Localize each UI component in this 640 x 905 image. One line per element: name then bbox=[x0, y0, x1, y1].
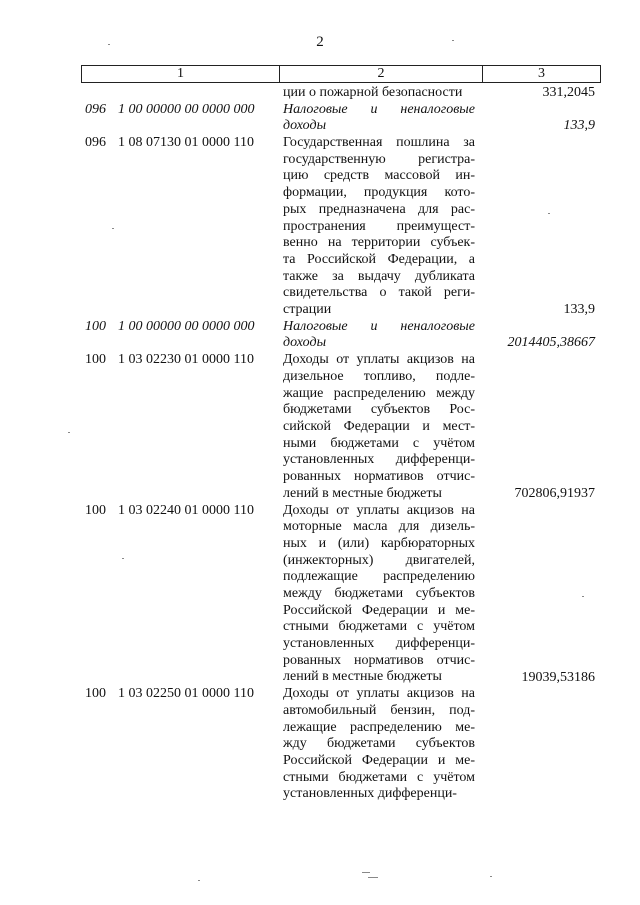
description-line: жащие распределению между bbox=[283, 385, 475, 401]
scan-speck bbox=[490, 876, 492, 877]
page-number: 2 bbox=[316, 34, 324, 50]
scan-speck bbox=[582, 596, 584, 597]
description-line: рых предназначена для рас- bbox=[283, 201, 475, 217]
scan-speck bbox=[122, 558, 124, 559]
description-line: установленных дифференци- bbox=[283, 452, 475, 468]
revenue-description bbox=[283, 686, 475, 803]
description-line: Российской Федерации и ме- bbox=[283, 752, 475, 768]
description-line: свидетельства о такой реги- bbox=[283, 285, 475, 301]
amount: 133,9 bbox=[563, 302, 595, 318]
revenue-code: 1 03 02250 01 0000 110 bbox=[118, 686, 254, 702]
revenue-description bbox=[283, 352, 475, 502]
amount: 702806,91937 bbox=[514, 485, 595, 501]
revenue-description bbox=[283, 135, 475, 319]
description-line: сийской Федерации и мест- bbox=[283, 418, 475, 434]
description-line: Государственная пошлина за bbox=[283, 135, 475, 151]
description-line: (инжекторных) двигателей, bbox=[283, 552, 475, 568]
table-row bbox=[0, 352, 640, 502]
amount: 2014405,38667 bbox=[507, 335, 595, 351]
description-line: Налоговые и неналоговые bbox=[283, 318, 475, 334]
table-row bbox=[0, 319, 640, 352]
description-line: Доходы от уплаты акцизов на bbox=[283, 352, 475, 368]
revenue-code: 1 08 07130 01 0000 110 bbox=[118, 135, 254, 151]
scan-speck bbox=[362, 872, 370, 873]
table-row bbox=[0, 102, 640, 135]
description-line: автомобильный бензин, под- bbox=[283, 702, 475, 718]
table-row bbox=[0, 85, 640, 102]
description-line: Доходы от уплаты акцизов на bbox=[283, 502, 475, 518]
revenue-code: 1 03 02230 01 0000 110 bbox=[118, 352, 254, 368]
description-line: Российской Федерации и ме- bbox=[283, 602, 475, 618]
description-line: рованных нормативов отчис- bbox=[283, 652, 475, 668]
revenue-code: 1 00 00000 00 0000 000 bbox=[118, 318, 255, 334]
description-line: стными бюджетами с учётом bbox=[283, 769, 475, 785]
description-line: та Российской Федерации, а bbox=[283, 251, 475, 267]
description-line: ных и (или) карбюраторных bbox=[283, 535, 475, 551]
table-row bbox=[0, 686, 640, 803]
header-col-1: 1 bbox=[82, 66, 280, 82]
header-col-2: 2 bbox=[280, 66, 483, 82]
revenue-code: 1 00 00000 00 0000 000 bbox=[118, 101, 255, 117]
scan-speck bbox=[548, 213, 550, 214]
admin-code: 100 bbox=[85, 352, 106, 368]
description-line: доходы bbox=[283, 335, 327, 351]
scan-speck bbox=[112, 228, 114, 229]
description-line: цию средств массовой ин- bbox=[283, 168, 475, 184]
admin-code: 100 bbox=[85, 318, 106, 334]
description-line: ции о пожарной безопасности bbox=[283, 85, 463, 100]
scan-speck bbox=[198, 880, 200, 881]
revenue-description bbox=[283, 85, 475, 102]
description-line: моторные масла для дизель- bbox=[283, 519, 475, 535]
description-line: государственную регистра- bbox=[283, 151, 475, 167]
description-line: пространения преимущест- bbox=[283, 218, 475, 234]
table-row bbox=[0, 135, 640, 319]
amount: 19039,53186 bbox=[521, 669, 595, 685]
description-line: установленных дифференци- bbox=[283, 636, 475, 651]
admin-code: 096 bbox=[85, 101, 106, 117]
revenue-description bbox=[283, 503, 475, 687]
description-line: стными бюджетами с учётом bbox=[283, 619, 475, 635]
description-line: формации, продукция кото- bbox=[283, 185, 475, 201]
scan-speck bbox=[108, 44, 110, 45]
scan-speck bbox=[452, 40, 454, 41]
description-line: лений в местные бюджеты bbox=[283, 485, 442, 501]
description-line: подлежащие распределению bbox=[283, 569, 475, 585]
description-line: ными бюджетами с учётом bbox=[283, 435, 475, 451]
admin-code: 096 bbox=[85, 135, 106, 151]
header-col-3: 3 bbox=[538, 66, 545, 81]
amount: 133,9 bbox=[563, 118, 595, 134]
description-line: рованных нормативов отчис- bbox=[283, 469, 475, 484]
description-line: лений в местные бюджеты bbox=[283, 669, 442, 685]
admin-code: 100 bbox=[85, 686, 106, 702]
description-line: дизельное топливо, подле- bbox=[283, 368, 475, 384]
amount: 331,2045 bbox=[542, 85, 595, 100]
scan-speck bbox=[68, 432, 70, 433]
description-line: также за выдачу дубликата bbox=[283, 268, 475, 284]
description-line: Доходы от уплаты акцизов на bbox=[283, 686, 475, 702]
table-row bbox=[0, 503, 640, 687]
description-line: венно на территории субъек- bbox=[283, 235, 475, 251]
admin-code: 100 bbox=[85, 502, 106, 518]
revenue-code: 1 03 02240 01 0000 110 bbox=[118, 502, 254, 518]
description-line: жду бюджетами субъектов bbox=[283, 736, 475, 752]
revenue-description bbox=[283, 102, 475, 135]
description-line: лежащие распределению ме- bbox=[283, 719, 475, 735]
description-line: Налоговые и неналоговые bbox=[283, 101, 475, 117]
description-line: доходы bbox=[283, 118, 327, 134]
revenue-description bbox=[283, 319, 475, 352]
table-header bbox=[81, 65, 601, 83]
description-line: между бюджетами субъектов bbox=[283, 585, 475, 601]
description-line: страции bbox=[283, 301, 332, 317]
description-line: установленных дифференци- bbox=[283, 786, 457, 802]
description-line: бюджетами субъектов Рос- bbox=[283, 402, 475, 418]
scan-speck bbox=[368, 877, 378, 878]
